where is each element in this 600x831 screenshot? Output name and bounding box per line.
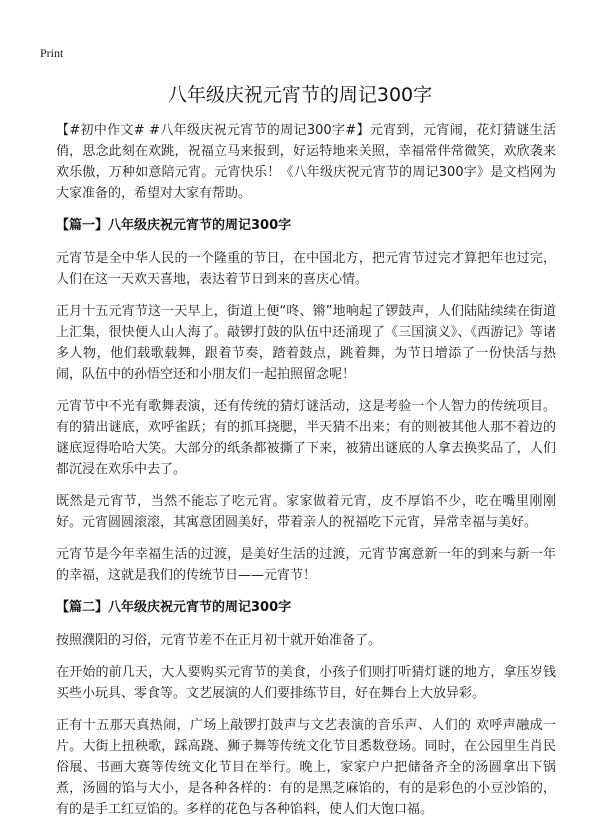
- section1-paragraph: 既然是元宵节，当然不能忘了吃元宵。家家做着元宵，皮不厚馅不少，吃在嘴里刚刚好。元宵圆圆滚滚，其寓意团圆美好，带着亲人的祝福吃下元宵，异常幸福与美好。: [56, 494, 556, 530]
- section1-paragraph: 元宵节是全中华人民的一个隆重的节日，在中国北方，把元宵节过完才算把年也过完，人们在这一天欢天喜地，表达着节日到来的喜庆心情。: [56, 251, 556, 287]
- section2-paragraph: 按照濮阳的习俗，元宵节差不在正月初十就开始准备了。: [56, 633, 382, 648]
- section-heading-1: 【篇一】八年级庆祝元宵节的周记300字: [56, 218, 292, 233]
- page-title: 八年级庆祝元宵节的周记300字: [167, 84, 433, 106]
- section1-paragraph: 元宵节是今年幸福生活的过渡，是美好生活的过渡，元宵节寓意新一年的到来与新一年的幸福，这就是我们的传统节日——元宵节！: [56, 547, 556, 583]
- intro-paragraph: 【#初中作文# #八年级庆祝元宵节的周记300字#】元宵到，元宵闹，花灯猜谜生活俏，思念此刻在欢跳，祝福立马来报到，好运特地来关照，幸福常伴常微笑，欢欣袭来欢乐傲，万种如意陪元宵。元宵快乐！《八年级庆祝元宵节的周记300字》是文档网为大家准备的，希望对大家有帮助。: [56, 123, 556, 201]
- section2-paragraph: 正有十五那天真热闹，广场上敲锣打鼓声与文艺表演的音乐声、人们的 欢呼声融成一片。大街上扭秧歌，踩高跷、狮子舞等传统文化节目悉数登场。同时，在公园里生肖民俗展、书画大赛等传统文化节目在举行。晚上，家家户户把储备齐全的汤圆拿出下锅煮，汤圆的馅与大小，是各种各样的：有的是黑芝麻馅的，有的是彩色的小豆沙馅的，有的是手工红豆馅的。多样的花色与各种馅料，使人们大饱口福。: [56, 718, 556, 817]
- section1-paragraph: 正月十五元宵节这一天早上，街道上便“咚、锵”地响起了锣鼓声，人们陆陆续续在街道上汇集，很快便人山人海了。敲锣打鼓的队伍中还涌现了《三国演义》、《西游记》等诸多人物，他们载歌载舞，跟着节奏，踏着鼓点，跳着舞，为节日增添了一份快活与热闹，队伍中的孙悟空还和小朋友们一起拍照留念呢！: [56, 304, 556, 382]
- article-body: [56, 120, 556, 831]
- section2-paragraph: 在开始的前几天，大人要购买元宵节的美食，小孩子们则打听猜灯谜的地方，拿压岁钱买些小玩具、零食等。文艺展演的人们要排练节目，好在舞台上大放异彩。: [56, 665, 556, 701]
- section-heading-2: 【篇二】八年级庆祝元宵节的周记300字: [56, 600, 292, 615]
- section1-paragraph: 元宵节中不光有歌舞表演，还有传统的猜灯谜活动，这是考验一个人智力的传统项目。有的猜出谜底，欢呼雀跃；有的抓耳挠腮，半天猜不出来；有的则被其他人那不着边的谜底逗得哈哈大笑。大部分的纸条都被撕了下来，被猜出谜底的人拿去换奖品了，人们都沉浸在欢乐中去了。: [56, 399, 556, 477]
- print-link[interactable]: Print: [40, 46, 64, 60]
